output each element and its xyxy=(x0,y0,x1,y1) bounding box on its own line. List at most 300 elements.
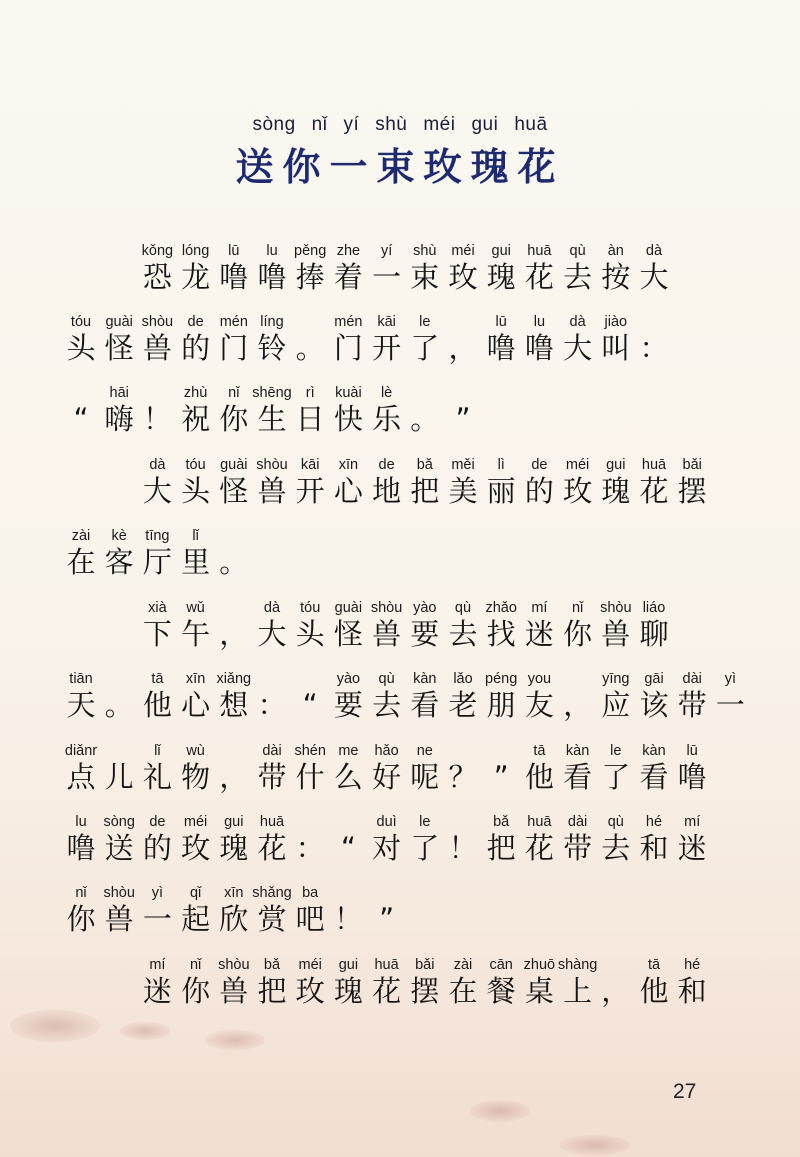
character-cell xyxy=(177,957,215,1027)
title-pinyin-syllable: sòng xyxy=(252,114,296,135)
character-cell xyxy=(559,600,597,670)
pinyin: lì xyxy=(497,457,505,473)
hanzi: ： xyxy=(295,831,325,865)
hanzi: 大 xyxy=(142,474,172,508)
character-cell xyxy=(329,385,367,455)
hanzi: 噜 xyxy=(677,760,707,794)
pinyin: yì xyxy=(724,671,737,687)
pinyin: de xyxy=(531,457,548,473)
pinyin: de xyxy=(378,457,395,473)
character-cell xyxy=(62,385,100,455)
text-line xyxy=(0,600,800,670)
pinyin: duì xyxy=(376,814,397,830)
hanzi: 头 xyxy=(181,474,211,508)
hanzi: ” xyxy=(493,760,509,794)
hanzi: 应 xyxy=(601,688,631,722)
hanzi: 祝 xyxy=(181,402,211,436)
character-cell xyxy=(406,457,444,527)
pinyin: guài xyxy=(105,314,133,330)
hanzi: 花 xyxy=(257,831,287,865)
pinyin: yí xyxy=(380,243,393,259)
pinyin: qù xyxy=(454,600,472,616)
story-title xyxy=(0,114,800,191)
hanzi: 去 xyxy=(601,831,631,865)
hanzi: ， xyxy=(448,331,478,365)
character-cell xyxy=(444,957,482,1027)
hanzi: 物 xyxy=(181,760,211,794)
character-cell xyxy=(62,885,100,955)
hanzi: 按 xyxy=(601,260,631,294)
hanzi: 带 xyxy=(677,688,707,722)
pinyin: lu xyxy=(266,243,278,259)
pinyin: le xyxy=(419,314,431,330)
pinyin: kǒng xyxy=(141,243,174,259)
hanzi: 了 xyxy=(410,831,440,865)
character-cell xyxy=(177,600,215,670)
character-cell xyxy=(177,385,215,455)
decorative-blot xyxy=(470,1100,530,1122)
pinyin: huā xyxy=(641,457,667,473)
pinyin: sòng xyxy=(103,814,135,830)
hanzi: 点 xyxy=(66,760,96,794)
hanzi: 看 xyxy=(563,760,593,794)
hanzi: 带 xyxy=(257,760,287,794)
pinyin: zhe xyxy=(336,243,361,259)
hanzi: 头 xyxy=(66,331,96,365)
character-cell xyxy=(329,743,367,813)
character-cell xyxy=(368,243,406,313)
character-cell xyxy=(635,600,673,670)
hanzi: 。 xyxy=(295,331,325,365)
hanzi: 束 xyxy=(410,260,440,294)
character-cell xyxy=(291,957,329,1027)
pinyin: tóu xyxy=(185,457,206,473)
pinyin: tā xyxy=(533,743,546,759)
text-line xyxy=(0,743,800,813)
pinyin: xīn xyxy=(338,457,359,473)
character-cell xyxy=(559,814,597,884)
character-cell xyxy=(559,243,597,313)
pinyin: mén xyxy=(334,314,363,330)
character-cell xyxy=(138,671,176,741)
hanzi: 赏 xyxy=(257,902,287,936)
pinyin: le xyxy=(610,743,622,759)
character-cell xyxy=(368,385,406,455)
character-cell xyxy=(406,743,444,813)
character-cell xyxy=(444,814,482,884)
character-cell xyxy=(62,314,100,384)
character-cell xyxy=(177,243,215,313)
character-cell xyxy=(368,314,406,384)
character-cell xyxy=(368,814,406,884)
character-cell xyxy=(62,743,100,813)
pinyin: diǎnr xyxy=(64,743,98,759)
character-cell xyxy=(253,885,291,955)
pinyin: àn xyxy=(607,243,624,259)
character-cell xyxy=(482,957,520,1027)
hanzi: 花 xyxy=(639,474,669,508)
character-cell xyxy=(559,457,597,527)
character-cell xyxy=(177,885,215,955)
pinyin: jiào xyxy=(604,314,628,330)
hanzi: 在 xyxy=(448,974,478,1008)
hanzi: ， xyxy=(219,760,249,794)
pinyin: yì xyxy=(151,885,164,901)
hanzi: 玫 xyxy=(448,260,478,294)
pinyin: xīn xyxy=(185,671,206,687)
hanzi: 把 xyxy=(486,831,516,865)
character-cell xyxy=(368,600,406,670)
pinyin: pěng xyxy=(294,243,327,259)
pinyin: shēng xyxy=(252,385,292,401)
hanzi: 朋 xyxy=(486,688,516,722)
character-cell xyxy=(444,743,482,813)
pinyin: tóu xyxy=(70,314,92,330)
text-line xyxy=(0,885,800,955)
character-cell xyxy=(177,457,215,527)
hanzi: 在 xyxy=(66,545,96,579)
pinyin: kàn xyxy=(642,743,666,759)
pinyin: shòu xyxy=(370,600,403,616)
pinyin: le xyxy=(419,814,431,830)
character-cell xyxy=(138,385,176,455)
pinyin: bǎi xyxy=(682,457,702,473)
character-cell xyxy=(215,314,253,384)
hanzi: 兽 xyxy=(257,474,287,508)
character-cell xyxy=(100,671,138,741)
character-cell xyxy=(406,600,444,670)
hanzi: 聊 xyxy=(639,617,669,651)
pinyin: kàn xyxy=(565,743,590,759)
hanzi: 和 xyxy=(639,831,669,865)
title-pinyin-syllable: huā xyxy=(514,114,548,135)
decorative-blot xyxy=(205,1030,265,1050)
hanzi: 兽 xyxy=(601,617,631,651)
hanzi: “ xyxy=(73,402,89,436)
pinyin: ne xyxy=(416,743,433,759)
pinyin: dà xyxy=(569,314,586,330)
character-cell xyxy=(406,814,444,884)
hanzi: 下 xyxy=(142,617,172,651)
character-cell xyxy=(100,885,138,955)
pinyin: tīng xyxy=(145,528,170,544)
hanzi: 瑰 xyxy=(219,831,249,865)
hanzi: 去 xyxy=(372,688,402,722)
pinyin: nǐ xyxy=(228,385,240,401)
character-cell xyxy=(62,671,100,741)
character-cell xyxy=(520,814,558,884)
pinyin: qù xyxy=(569,243,586,259)
pinyin: dài xyxy=(682,671,702,687)
hanzi: 瑰 xyxy=(601,474,631,508)
hanzi: 恐 xyxy=(142,260,172,294)
pinyin: huā xyxy=(527,243,552,259)
character-cell xyxy=(559,671,597,741)
character-cell xyxy=(100,314,138,384)
pinyin: kuài xyxy=(335,385,362,401)
pinyin: yào xyxy=(413,600,437,616)
character-cell xyxy=(329,600,367,670)
hanzi: 玫 xyxy=(295,974,325,1008)
hanzi: 你 xyxy=(563,617,593,651)
character-cell xyxy=(291,743,329,813)
character-cell xyxy=(329,885,367,955)
character-cell xyxy=(635,671,673,741)
character-cell xyxy=(482,743,520,813)
hanzi: 怪 xyxy=(104,331,134,365)
pinyin: gui xyxy=(491,243,511,259)
pinyin: mén xyxy=(219,314,248,330)
hanzi: 你 xyxy=(219,402,249,436)
hanzi: 天 xyxy=(66,688,96,722)
title-pinyin-syllable: nǐ xyxy=(311,114,328,135)
hanzi: 兽 xyxy=(372,617,402,651)
character-cell xyxy=(253,457,291,527)
hanzi: 桌 xyxy=(524,974,554,1008)
character-cell xyxy=(253,671,291,741)
hanzi: 你 xyxy=(66,902,96,936)
character-cell xyxy=(597,600,635,670)
hanzi: 什 xyxy=(295,760,325,794)
character-cell xyxy=(253,814,291,884)
character-cell xyxy=(138,600,176,670)
character-cell xyxy=(215,243,253,313)
hanzi: 着 xyxy=(333,260,363,294)
hanzi: 丽 xyxy=(486,474,516,508)
hanzi: 乐 xyxy=(372,402,402,436)
pinyin: méi xyxy=(565,457,590,473)
pinyin: tā xyxy=(647,957,661,973)
character-cell xyxy=(635,243,673,313)
pinyin: wù xyxy=(186,743,205,759)
pinyin: lóng xyxy=(181,243,210,259)
text-line xyxy=(0,243,800,313)
hanzi: 大 xyxy=(639,260,669,294)
character-cell xyxy=(100,528,138,598)
character-cell xyxy=(444,457,482,527)
hanzi: 午 xyxy=(181,617,211,651)
hanzi: 瑰 xyxy=(333,974,363,1008)
hanzi: 一 xyxy=(372,260,402,294)
pinyin: wǔ xyxy=(186,600,205,616)
pinyin: nǐ xyxy=(571,600,584,616)
hanzi: 的 xyxy=(524,474,554,508)
character-cell xyxy=(177,743,215,813)
character-cell xyxy=(482,243,520,313)
character-cell xyxy=(215,814,253,884)
character-cell xyxy=(406,243,444,313)
pinyin: huā xyxy=(259,814,285,830)
pinyin: zài xyxy=(71,528,91,544)
character-cell xyxy=(62,528,100,598)
text-line xyxy=(0,814,800,884)
character-cell xyxy=(177,314,215,384)
character-cell xyxy=(329,671,367,741)
character-cell xyxy=(597,671,635,741)
hanzi: 噜 xyxy=(524,331,554,365)
hanzi: 捧 xyxy=(295,260,325,294)
character-cell xyxy=(329,457,367,527)
character-cell xyxy=(291,243,329,313)
hanzi: 叫 xyxy=(601,331,631,365)
pinyin: méi xyxy=(183,814,208,830)
character-cell xyxy=(291,885,329,955)
hanzi: ？ xyxy=(448,760,478,794)
pinyin: bǎi xyxy=(415,957,435,973)
hanzi: “ xyxy=(340,831,356,865)
hanzi: 。 xyxy=(104,688,134,722)
pinyin: guài xyxy=(334,600,363,616)
hanzi: ！ xyxy=(448,831,478,865)
hanzi: 要 xyxy=(410,617,440,651)
pinyin: tā xyxy=(151,671,164,687)
pinyin: kàn xyxy=(413,671,437,687)
character-cell xyxy=(520,671,558,741)
character-cell xyxy=(138,528,176,598)
pinyin: shǎng xyxy=(252,885,292,901)
text-line xyxy=(0,457,800,527)
title-pinyin-syllable: shù xyxy=(375,114,408,135)
character-cell xyxy=(215,743,253,813)
hanzi: 迷 xyxy=(524,617,554,651)
hanzi: 起 xyxy=(181,902,211,936)
character-cell xyxy=(100,743,138,813)
pinyin: nǐ xyxy=(189,957,202,973)
character-cell xyxy=(215,385,253,455)
pinyin: tiān xyxy=(69,671,93,687)
pinyin: lu xyxy=(75,814,87,830)
hanzi: 生 xyxy=(257,402,287,436)
hanzi: 礼 xyxy=(142,760,172,794)
character-cell xyxy=(253,385,291,455)
pinyin: shòu xyxy=(218,957,250,973)
decorative-blot xyxy=(560,1135,630,1155)
pinyin: kāi xyxy=(300,457,320,473)
pinyin: lǐ xyxy=(192,528,199,544)
character-cell xyxy=(597,957,635,1027)
character-cell xyxy=(368,743,406,813)
pinyin: bǎ xyxy=(263,957,281,973)
hanzi: 要 xyxy=(333,688,363,722)
text-line xyxy=(0,385,800,455)
hanzi: 头 xyxy=(295,617,325,651)
hanzi: 厅 xyxy=(142,545,172,579)
pinyin: mí xyxy=(684,814,701,830)
pinyin: shòu xyxy=(103,885,135,901)
hanzi: 该 xyxy=(639,688,669,722)
character-cell xyxy=(329,814,367,884)
character-cell xyxy=(215,885,253,955)
character-cell xyxy=(520,743,558,813)
character-cell xyxy=(406,314,444,384)
character-cell xyxy=(177,814,215,884)
hanzi: 对 xyxy=(372,831,402,865)
pinyin: hé xyxy=(684,957,701,973)
character-cell xyxy=(406,957,444,1027)
character-cell xyxy=(100,814,138,884)
pinyin: méi xyxy=(298,957,322,973)
pinyin: qǐ xyxy=(189,885,202,901)
pinyin: kè xyxy=(111,528,127,544)
character-cell xyxy=(444,671,482,741)
character-cell xyxy=(673,957,711,1027)
hanzi: 摆 xyxy=(677,474,707,508)
pinyin: lū xyxy=(495,314,507,330)
pinyin: bǎ xyxy=(493,814,510,830)
hanzi: ” xyxy=(455,402,471,436)
character-cell xyxy=(253,743,291,813)
hanzi: 上 xyxy=(563,974,593,1008)
pinyin: you xyxy=(527,671,552,687)
pinyin: hǎo xyxy=(374,743,399,759)
character-cell xyxy=(673,671,711,741)
character-cell xyxy=(253,600,291,670)
character-cell xyxy=(673,457,711,527)
hanzi: 大 xyxy=(257,617,287,651)
character-cell xyxy=(329,957,367,1027)
hanzi: 友 xyxy=(524,688,554,722)
character-cell xyxy=(406,671,444,741)
hanzi: 带 xyxy=(563,831,593,865)
hanzi: 他 xyxy=(524,760,554,794)
character-cell xyxy=(291,314,329,384)
hanzi: 怪 xyxy=(333,617,363,651)
character-cell xyxy=(444,385,482,455)
pinyin: rì xyxy=(305,385,315,401)
pinyin: me xyxy=(338,743,359,759)
character-cell xyxy=(444,600,482,670)
hanzi: 花 xyxy=(524,260,554,294)
character-cell xyxy=(368,885,406,955)
pinyin: měi xyxy=(451,457,475,473)
pinyin: gui xyxy=(606,457,626,473)
pinyin: zhǎo xyxy=(485,600,517,616)
pinyin: mí xyxy=(149,957,166,973)
character-cell xyxy=(253,314,291,384)
pinyin: tóu xyxy=(300,600,321,616)
character-cell xyxy=(520,957,558,1027)
pinyin: méi xyxy=(451,243,475,259)
hanzi: 你 xyxy=(181,974,211,1008)
character-cell xyxy=(368,957,406,1027)
hanzi: 嗨 xyxy=(104,402,134,436)
hanzi: 门 xyxy=(333,331,363,365)
hanzi: 了 xyxy=(601,760,631,794)
hanzi: 怪 xyxy=(219,474,249,508)
hanzi: 看 xyxy=(410,688,440,722)
hanzi: 欣 xyxy=(219,902,249,936)
pinyin: de xyxy=(187,314,204,330)
character-cell xyxy=(253,243,291,313)
pinyin: dài xyxy=(567,814,588,830)
hanzi: 迷 xyxy=(677,831,707,865)
hanzi: 地 xyxy=(372,474,402,508)
hanzi: 玫 xyxy=(181,831,211,865)
character-cell xyxy=(482,814,520,884)
hanzi: ， xyxy=(563,688,593,722)
hanzi: 一 xyxy=(142,902,172,936)
pinyin: shén xyxy=(294,743,326,759)
text-line xyxy=(0,671,800,741)
pinyin: dà xyxy=(645,243,663,259)
pinyin: shòu xyxy=(141,314,174,330)
character-cell xyxy=(520,600,558,670)
hanzi: 他 xyxy=(639,974,669,1008)
character-cell xyxy=(291,457,329,527)
character-cell xyxy=(138,314,176,384)
hanzi: 美 xyxy=(448,474,478,508)
hanzi: “ xyxy=(302,688,318,722)
